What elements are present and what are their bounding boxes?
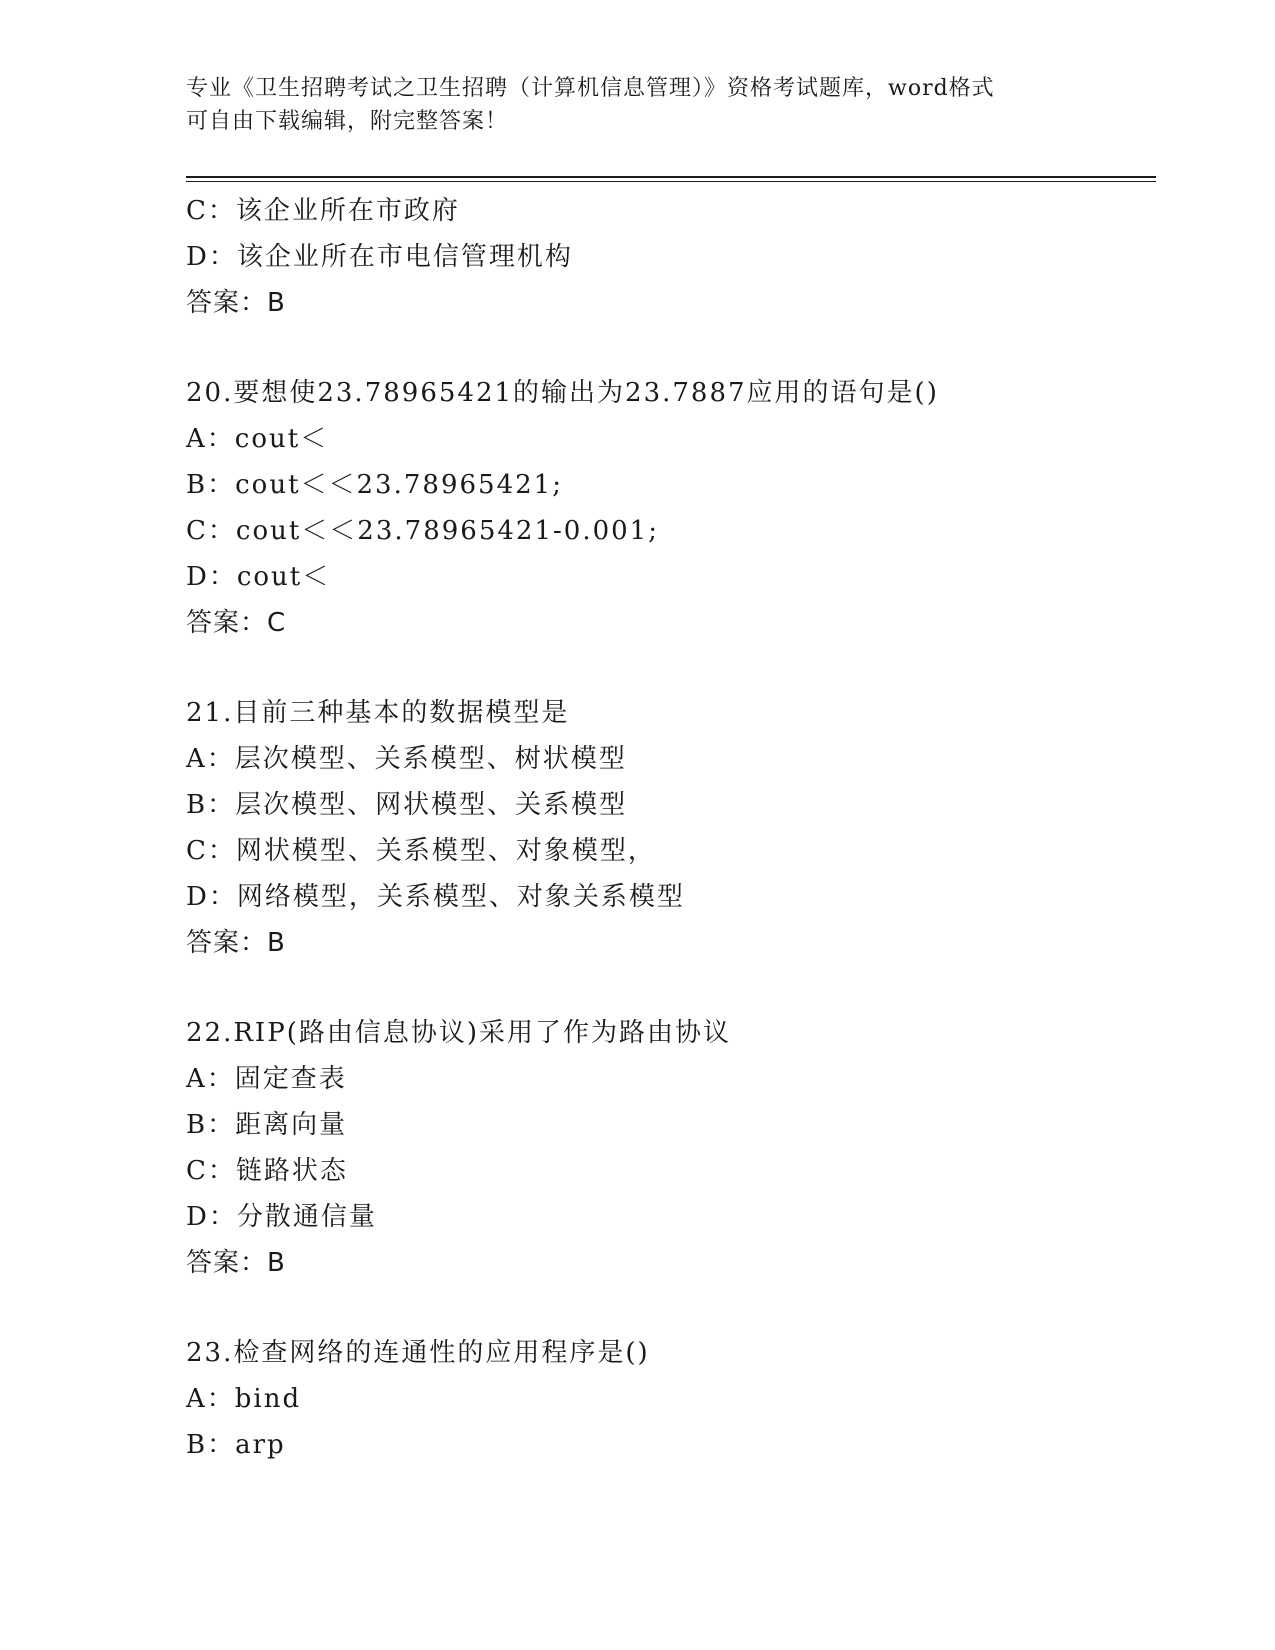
header-divider-thin [186, 181, 1156, 182]
answer-line: 答案：B [186, 928, 286, 958]
spacer [186, 1286, 1146, 1330]
question-22 [186, 1010, 1146, 1286]
answer-line: 答案：B [186, 288, 286, 318]
option-b: B：层次模型、网状模型、关系模型 [186, 790, 628, 820]
spacer [186, 326, 1146, 370]
option-c: C：链路状态 [186, 1156, 348, 1186]
option-a: A：cout＜ [186, 424, 329, 454]
option-b: B：距离向量 [186, 1110, 348, 1140]
option-b: B：arp [186, 1430, 286, 1460]
document-header [186, 72, 1086, 138]
option-b: B：cout＜＜23.78965421; [186, 470, 563, 500]
option-a: A：bind [186, 1384, 302, 1414]
question-stem: 21.目前三种基本的数据模型是 [186, 698, 570, 728]
option-c: C：cout＜＜23.78965421-0.001; [186, 516, 659, 546]
spacer [186, 646, 1146, 690]
option-d: D：该企业所在市电信管理机构 [186, 242, 573, 272]
question-19-continuation [186, 188, 1146, 326]
question-20 [186, 370, 1146, 646]
option-c: C：网状模型、关系模型、对象模型， [186, 836, 656, 866]
option-d: D：网络模型，关系模型、对象关系模型 [186, 882, 685, 912]
question-21 [186, 690, 1146, 966]
option-a: A：层次模型、关系模型、树状模型 [186, 744, 627, 774]
question-23 [186, 1330, 1146, 1468]
header-divider-thick [186, 176, 1156, 178]
question-stem: 22.RIP(路由信息协议)采用了作为路由协议 [186, 1018, 731, 1048]
header-title-line-1: 专业《卫生招聘考试之卫生招聘（计算机信息管理）》资格考试题库，word格式 [186, 76, 995, 101]
spacer [186, 966, 1146, 1010]
answer-line: 答案：B [186, 1248, 286, 1278]
option-c: C：该企业所在市政府 [186, 196, 460, 226]
question-stem: 20.要想使23.78965421的输出为23.7887应用的语句是() [186, 378, 939, 408]
option-a: A：固定查表 [186, 1064, 347, 1094]
question-stem: 23.检查网络的连通性的应用程序是() [186, 1338, 650, 1368]
option-d: D：cout＜ [186, 562, 331, 592]
header-title-line-2: 可自由下载编辑，附完整答案！ [186, 109, 509, 134]
answer-line: 答案：C [186, 608, 287, 638]
option-d: D：分散通信量 [186, 1202, 377, 1232]
question-list [186, 188, 1146, 1468]
